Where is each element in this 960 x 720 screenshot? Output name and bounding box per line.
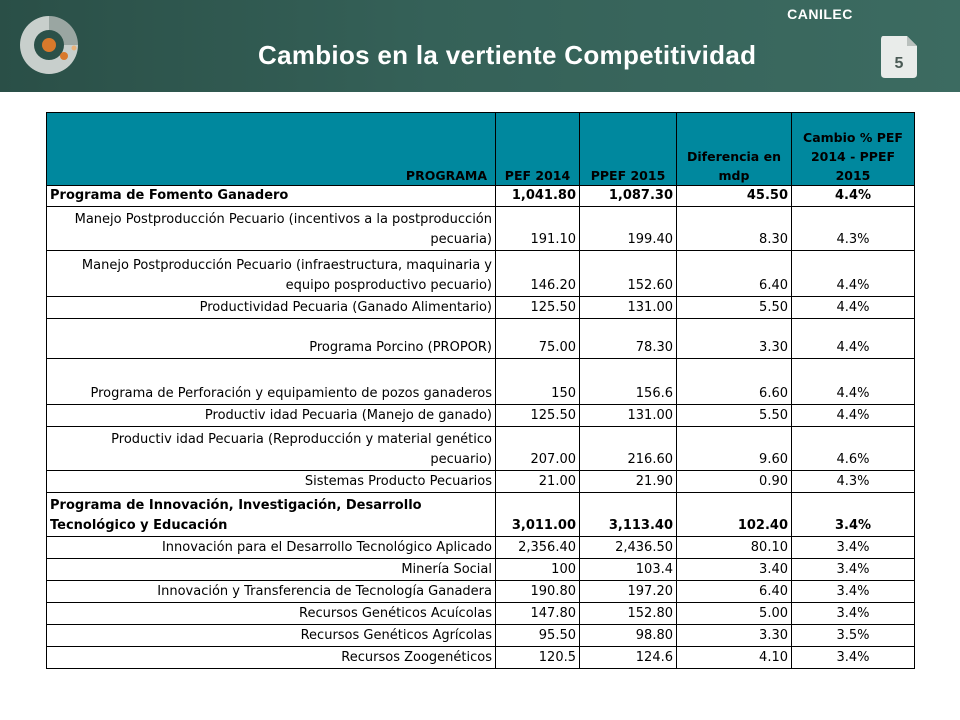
- row-name: Sistemas Producto Pecuarios: [47, 471, 496, 493]
- column-header-diferencia: Diferencia en mdp: [677, 113, 792, 186]
- program-row: [47, 493, 915, 537]
- cell-diferencia: 3.30: [677, 319, 792, 359]
- column-header-ppef2015: PPEF 2015: [580, 113, 677, 186]
- row-name: Minería Social: [47, 559, 496, 581]
- cell-ppef2015: 78.30: [580, 319, 677, 359]
- cell-diferencia: 5.50: [677, 297, 792, 319]
- row-name: Productiv idad Pecuaria (Reproducción y material genético pecuario): [47, 427, 496, 471]
- row-name: Programa Porcino (PROPOR): [47, 319, 496, 359]
- cell-pef2014: 21.00: [496, 471, 580, 493]
- document-icon: [877, 34, 921, 80]
- table-row: [47, 603, 915, 625]
- canilec-logo-icon: [14, 10, 84, 80]
- table-row: [47, 625, 915, 647]
- cell-cambio: 3.4%: [792, 647, 915, 669]
- cell-ppef2015: 124.6: [580, 647, 677, 669]
- brand-name: CANILEC: [787, 6, 853, 22]
- cell-pef2014: 3,011.00: [496, 493, 580, 537]
- row-name: Programa de Fomento Ganadero: [47, 186, 496, 207]
- table-row: [47, 471, 915, 493]
- cell-cambio: 3.5%: [792, 625, 915, 647]
- cell-pef2014: 190.80: [496, 581, 580, 603]
- table-row: [47, 359, 915, 405]
- row-name: Recursos Zoogenéticos: [47, 647, 496, 669]
- cell-ppef2015: 98.80: [580, 625, 677, 647]
- cell-ppef2015: 156.6: [580, 359, 677, 405]
- cell-pef2014: 75.00: [496, 319, 580, 359]
- cell-pef2014: 125.50: [496, 405, 580, 427]
- cell-pef2014: 95.50: [496, 625, 580, 647]
- cell-cambio: 3.4%: [792, 603, 915, 625]
- cell-pef2014: 2,356.40: [496, 537, 580, 559]
- budget-table: [46, 112, 915, 669]
- cell-diferencia: 6.60: [677, 359, 792, 405]
- cell-ppef2015: 1,087.30: [580, 186, 677, 207]
- cell-pef2014: 207.00: [496, 427, 580, 471]
- row-name: Programa de Perforación y equipamiento de pozos ganaderos: [47, 359, 496, 405]
- table-row: [47, 319, 915, 359]
- column-header-cambio: Cambio % PEF 2014 - PPEF 2015: [792, 113, 915, 186]
- slide-header: [0, 0, 960, 92]
- table-header-row: [47, 113, 915, 186]
- cell-ppef2015: 131.00: [580, 297, 677, 319]
- table-row: [47, 581, 915, 603]
- program-row: [47, 186, 915, 207]
- cell-cambio: 4.3%: [792, 207, 915, 251]
- cell-cambio: 4.4%: [792, 359, 915, 405]
- cell-diferencia: 8.30: [677, 207, 792, 251]
- row-name: Productiv idad Pecuaria (Manejo de ganado): [47, 405, 496, 427]
- cell-pef2014: 100: [496, 559, 580, 581]
- row-name: Productividad Pecuaria (Ganado Alimentario): [47, 297, 496, 319]
- cell-cambio: 4.4%: [792, 251, 915, 297]
- cell-ppef2015: 2,436.50: [580, 537, 677, 559]
- cell-diferencia: 5.50: [677, 405, 792, 427]
- cell-cambio: 3.4%: [792, 559, 915, 581]
- row-name: Recursos Genéticos Acuícolas: [47, 603, 496, 625]
- row-name: Manejo Postproducción Pecuario (incentivos a la postproducción pecuaria): [47, 207, 496, 251]
- cell-pef2014: 146.20: [496, 251, 580, 297]
- cell-diferencia: 0.90: [677, 471, 792, 493]
- cell-ppef2015: 197.20: [580, 581, 677, 603]
- cell-ppef2015: 152.60: [580, 251, 677, 297]
- table-row: [47, 427, 915, 471]
- cell-diferencia: 9.60: [677, 427, 792, 471]
- table-row: [47, 405, 915, 427]
- cell-ppef2015: 131.00: [580, 405, 677, 427]
- slide-number: 5: [894, 55, 904, 72]
- cell-ppef2015: 199.40: [580, 207, 677, 251]
- cell-cambio: 4.4%: [792, 297, 915, 319]
- cell-pef2014: 125.50: [496, 297, 580, 319]
- page-title: Cambios en la vertiente Competitividad: [258, 40, 757, 70]
- cell-diferencia: 45.50: [677, 186, 792, 207]
- cell-cambio: 4.3%: [792, 471, 915, 493]
- cell-cambio: 3.4%: [792, 493, 915, 537]
- cell-diferencia: 80.10: [677, 537, 792, 559]
- table-row: [47, 297, 915, 319]
- cell-diferencia: 6.40: [677, 581, 792, 603]
- cell-diferencia: 4.10: [677, 647, 792, 669]
- cell-ppef2015: 103.4: [580, 559, 677, 581]
- cell-cambio: 4.4%: [792, 319, 915, 359]
- cell-cambio: 4.4%: [792, 405, 915, 427]
- table-row: [47, 647, 915, 669]
- cell-diferencia: 102.40: [677, 493, 792, 537]
- cell-ppef2015: 216.60: [580, 427, 677, 471]
- cell-pef2014: 1,041.80: [496, 186, 580, 207]
- cell-pef2014: 150: [496, 359, 580, 405]
- cell-ppef2015: 3,113.40: [580, 493, 677, 537]
- cell-diferencia: 5.00: [677, 603, 792, 625]
- row-name: Innovación y Transferencia de Tecnología Ganadera: [47, 581, 496, 603]
- table-row: [47, 537, 915, 559]
- cell-pef2014: 147.80: [496, 603, 580, 625]
- table-row: [47, 251, 915, 297]
- column-header-programa: PROGRAMA: [47, 113, 496, 186]
- cell-diferencia: 3.40: [677, 559, 792, 581]
- row-name: Recursos Genéticos Agrícolas: [47, 625, 496, 647]
- cell-diferencia: 3.30: [677, 625, 792, 647]
- cell-pef2014: 120.5: [496, 647, 580, 669]
- column-header-pef2014: PEF 2014: [496, 113, 580, 186]
- cell-pef2014: 191.10: [496, 207, 580, 251]
- cell-diferencia: 6.40: [677, 251, 792, 297]
- table-row: [47, 559, 915, 581]
- row-name: Manejo Postproducción Pecuario (infraestructura, maquinaria y equipo posproductivo pecuario): [47, 251, 496, 297]
- cell-cambio: 4.6%: [792, 427, 915, 471]
- row-name: Programa de Innovación, Investigación, Desarrollo Tecnológico y Educación: [47, 493, 496, 537]
- cell-cambio: 4.4%: [792, 186, 915, 207]
- table-row: [47, 207, 915, 251]
- cell-cambio: 3.4%: [792, 581, 915, 603]
- cell-ppef2015: 152.80: [580, 603, 677, 625]
- cell-ppef2015: 21.90: [580, 471, 677, 493]
- cell-cambio: 3.4%: [792, 537, 915, 559]
- row-name: Innovación para el Desarrollo Tecnológico Aplicado: [47, 537, 496, 559]
